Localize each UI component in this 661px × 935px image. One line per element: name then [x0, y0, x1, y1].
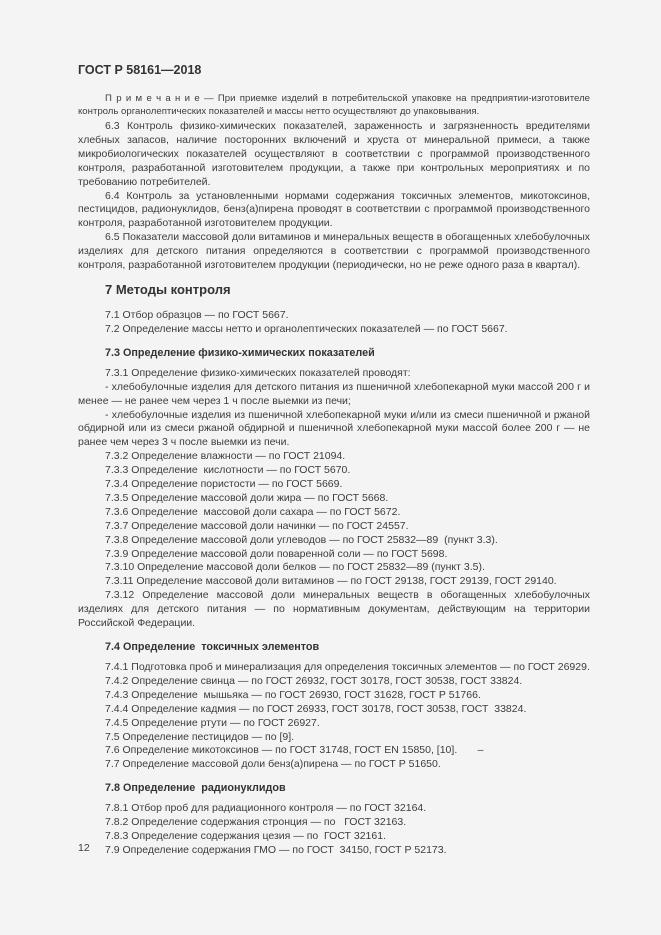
- paragraph: 7.3.12 Определение массовой доли минеральных веществ в обогащенных хлебобулочных изделиях для детского питания — по нормативным документам, действующим на территории Российской Федерации.: [78, 589, 590, 630]
- page-number: 12: [78, 842, 90, 854]
- clause-line: 7.4.5 Определение ртути — по ГОСТ 26927.: [105, 716, 320, 729]
- paragraph: 6.4 Контроль за установленными нормами содержания токсичных элементов, микотоксинов, пестицидов, радионуклидов, бенз(а)пирена проводят в соответствии с программой производственного контроля, разработанной изготовителем продукции.: [78, 189, 590, 230]
- clause-line: 7.3.2 Определение влажности — по ГОСТ 21094.: [105, 450, 346, 463]
- paragraph: - хлебобулочные изделия из пшеничной хлебопекарной муки и/или из смеси пшеничной и ржаной обдирной или из смеси ржаной обдирной и пшеничной хлебопекарной муки массой более 200 г — не ранее чем через 3 ч после выемки из печи.: [78, 408, 590, 449]
- clause-line: 7.3.5 Определение массовой доли жира — по ГОСТ 5668.: [105, 491, 389, 504]
- clause-line: 7.3.7 Определение массовой доли начинки — по ГОСТ 24557.: [105, 519, 409, 532]
- clause-line: 7.3.10 Определение массовой доли белков — по ГОСТ 25832—89 (пункт 3.5).: [105, 561, 485, 574]
- clause-line: 7.9 Определение содержания ГМО — по ГОСТ 34150, ГОСТ Р 52173.: [105, 843, 447, 856]
- clause-line: 7.1 Отбор образцов — по ГОСТ 5667.: [105, 308, 289, 321]
- clause-line: 7.4.3 Определение мышьяка — по ГОСТ 26930, ГОСТ 31628, ГОСТ Р 51766.: [105, 688, 481, 701]
- clause-line: 7.6 Определение микотоксинов — по ГОСТ 31748, ГОСТ EN 15850, [10]. –: [105, 744, 484, 757]
- clause-line: 7.4.4 Определение кадмия — по ГОСТ 26933, ГОСТ 30178, ГОСТ 30538, ГОСТ 33824.: [105, 702, 527, 715]
- subsection-heading: 7.8 Определение радионуклидов: [105, 782, 286, 795]
- clause-line: 7.3.9 Определение массовой доли поваренной соли — по ГОСТ 5698.: [105, 547, 448, 560]
- clause-line: 7.3.8 Определение массовой доли углеводов — по ГОСТ 25832—89 (пункт 3.3).: [105, 533, 498, 546]
- paragraph: - хлебобулочные изделия для детского питания из пшеничной хлебопекарной муки массой 200 г и менее — не ранее чем через 1 ч после выемки из печи;: [78, 380, 590, 407]
- paragraph: 6.3 Контроль физико-химических показателей, зараженность и загрязненность вредителями хлебных запасов, наличие посторонних включений и хруста от минеральной примеси, а также микробиологических показателей осуществляют в соответствии с программой производственного контроля, разработанной изготовителем продукции, а также при контрольных мероприятиях и по требованию потребителей.: [78, 120, 590, 188]
- subsection-heading: 7.3 Определение физико-химических показателей: [105, 346, 375, 359]
- subsection-heading: 7.4 Определение токсичных элементов: [105, 641, 320, 653]
- section-heading: 7 Методы контроля: [105, 281, 231, 297]
- clause-line: 7.8.3 Определение содержания цезия — по ГОСТ 32161.: [105, 830, 386, 843]
- clause-line: 7.2 Определение массы нетто и органолептических показателей — по ГОСТ 5667.: [105, 322, 508, 335]
- note-paragraph: П р и м е ч а н и е — При приемке изделий в потребительской упаковке на предприятии-изготовителе контроль органолептических показателей и массы нетто осуществляют до упаковывания.: [78, 93, 590, 117]
- clause-line: 7.3.11 Определение массовой доли витаминов — по ГОСТ 29138, ГОСТ 29139, ГОСТ 29140.: [105, 575, 557, 588]
- clause-line: 7.4.1 Подготовка проб и минерализация для определения токсичных элементов — по ГОСТ 26929.: [105, 661, 590, 673]
- clause-line: 7.3.1 Определение физико-химических показателей проводят:: [105, 366, 411, 379]
- clause-line: 7.3.3 Определение кислотности — по ГОСТ 5670.: [105, 464, 351, 477]
- clause-line: 7.3.6 Определение массовой доли сахара — по ГОСТ 5672.: [105, 505, 401, 518]
- clause-line: 7.8.2 Определение содержания стронция — по ГОСТ 32163.: [105, 816, 407, 829]
- paragraph: 6.5 Показатели массовой доли витаминов и минеральных веществ в обогащенных хлебобулочных изделиях для детского питания определяются в соответствии с программой производственного контроля, разработанной изготовителем продукции (периодически, но не реже одного раза в квартал).: [78, 231, 590, 272]
- clause-line: 7.4.2 Определение свинца — по ГОСТ 26932, ГОСТ 30178, ГОСТ 30538, ГОСТ 33824.: [105, 674, 523, 687]
- document-code: ГОСТ Р 58161—2018: [78, 63, 202, 77]
- clause-line: 7.8.1 Отбор проб для радиационного контроля — по ГОСТ 32164.: [105, 802, 427, 815]
- clause-line: 7.3.4 Определение пористости — по ГОСТ 5669.: [105, 478, 343, 491]
- document-body: [78, 92, 590, 858]
- clause-line: 7.7 Определение массовой доли бенз(а)пирена — по ГОСТ Р 51650.: [105, 758, 441, 771]
- clause-line: 7.5 Определение пестицидов — по [9].: [105, 730, 295, 743]
